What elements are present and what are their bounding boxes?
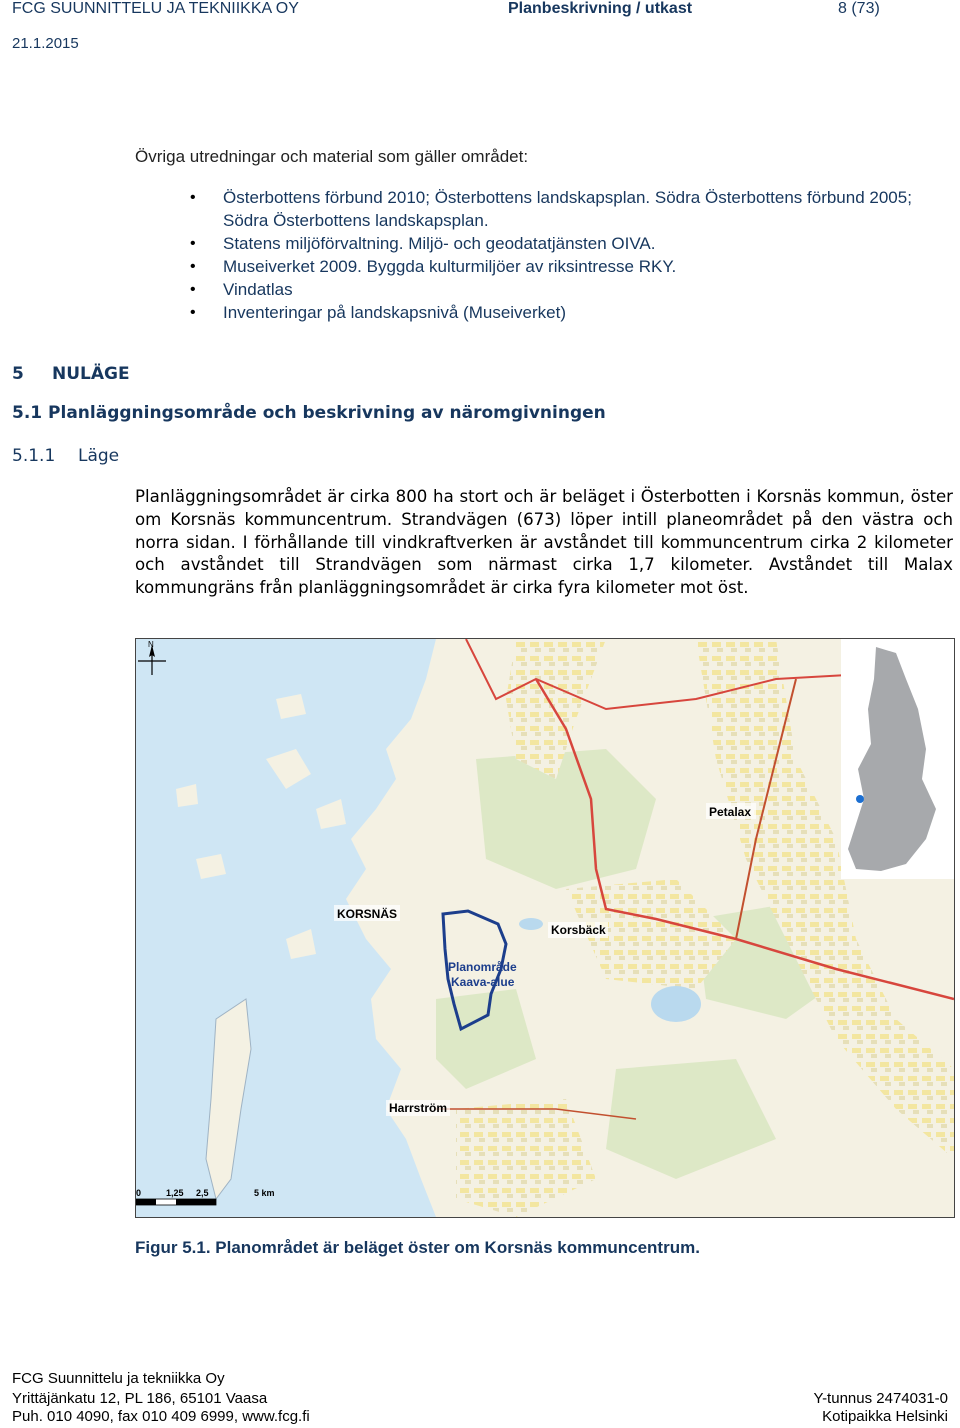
list-item: • Inventeringar på landskapsnivå (Museiverket) bbox=[190, 301, 950, 324]
list-item: • Statens miljöförvaltning. Miljö- och geodatatjänsten OIVA. bbox=[190, 232, 950, 255]
header-company: FCG SUUNNITTELU JA TEKNIIKKA OY bbox=[12, 0, 299, 17]
section-title: NULÄGE bbox=[52, 364, 130, 384]
section-heading-5-1: 5.1 Planläggningsområde och beskrivning av näromgivningen bbox=[12, 403, 606, 423]
svg-text:N: N bbox=[148, 640, 154, 649]
footer-domicile: Kotipaikka Helsinki bbox=[822, 1408, 948, 1425]
section-heading-5-1-1 bbox=[12, 446, 119, 466]
label-korsback: Korsbäck bbox=[551, 923, 606, 937]
map-graphic bbox=[136, 639, 954, 1217]
label-harrstrom: Harrström bbox=[389, 1101, 448, 1115]
header-date: 21.1.2015 bbox=[12, 35, 79, 52]
list-item: • Vindatlas bbox=[190, 278, 950, 301]
label-planomrade: Planområde bbox=[448, 960, 517, 974]
location-map bbox=[135, 638, 955, 1218]
location-paragraph: Planläggningsområdet är cirka 800 ha stort och är beläget i Österbotten i Korsnäs kommun, öster om Korsnäs kommuncentrum. Strandvägen (673) löper intill planeområdet på den västra och norra sidan. I förhållande till vindkraftverken är avståndet till kommuncentrum cirka 2 kilometer och avståndet till Strandvägen som närmast cirka 1,7 kilometer. Avståndet till Malax kommungräns från planläggningsområdet är cirka fyra kilometer mot öst. bbox=[135, 487, 953, 598]
footer-ytunnus: Y-tunnus 2474031-0 bbox=[813, 1390, 948, 1407]
label-petalax: Petalax bbox=[709, 805, 752, 819]
svg-text:0: 0 bbox=[136, 1188, 142, 1198]
label-korsnas: KORSNÄS bbox=[337, 907, 398, 921]
list-item: • Museiverket 2009. Byggda kulturmiljöer av riksintresse RKY. bbox=[190, 255, 950, 278]
footer-company: FCG Suunnittelu ja tekniikka Oy bbox=[12, 1370, 225, 1387]
svg-text:5 km: 5 km bbox=[254, 1188, 275, 1198]
subsection-title: Läge bbox=[78, 446, 120, 466]
section-number: 5 bbox=[12, 364, 24, 384]
list-item: • Österbottens förbund 2010; Österbottens landskapsplan. Södra Österbottens förbund 2005; Södra Österbottens landskapsplan. bbox=[190, 186, 950, 232]
footer-phone: Puh. 010 4090, fax 010 409 6999, www.fcg.fi bbox=[12, 1408, 310, 1425]
references-list bbox=[190, 186, 950, 324]
subsection-number: 5.1.1 bbox=[12, 446, 56, 466]
svg-text:1,25: 1,25 bbox=[166, 1188, 184, 1198]
figure-caption: Figur 5.1. Planområdet är beläget öster om Korsnäs kommuncentrum. bbox=[135, 1238, 700, 1257]
label-kaava-alue: Kaava-alue bbox=[451, 975, 515, 989]
intro-text: Övriga utredningar och material som gäller området: bbox=[135, 147, 529, 166]
header-doc-title: Planbeskrivning / utkast bbox=[508, 0, 693, 17]
footer-address: Yrittäjänkatu 12, PL 186, 65101 Vaasa bbox=[12, 1390, 268, 1407]
section-heading-5 bbox=[12, 364, 130, 384]
page-header bbox=[12, 0, 948, 52]
svg-text:2,5: 2,5 bbox=[196, 1188, 209, 1198]
header-page-number: 8 (73) bbox=[838, 0, 880, 17]
